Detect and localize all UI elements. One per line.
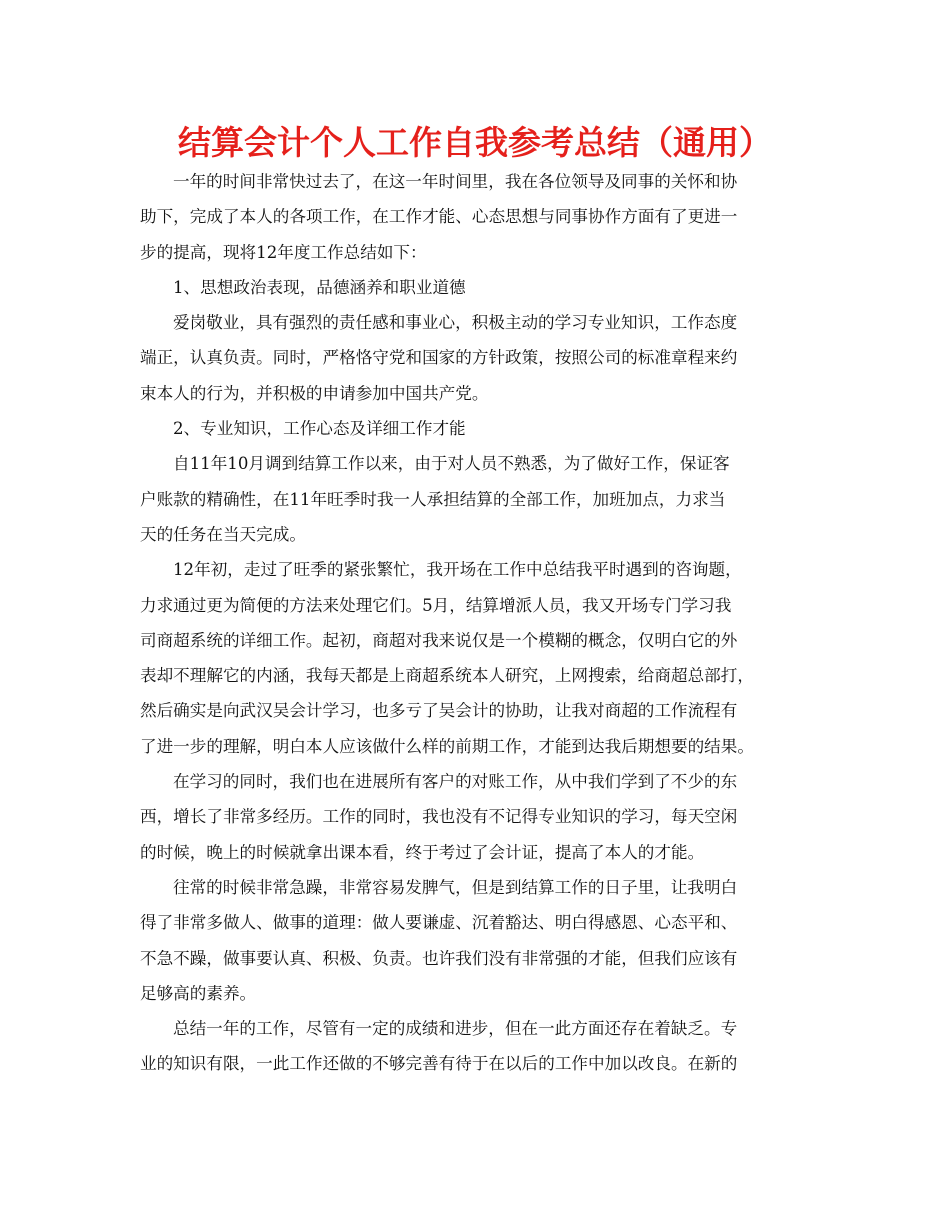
document-title: 结算会计个人工作自我参考总结（通用） <box>178 123 772 162</box>
paragraph-line: 力求通过更为简便的方法来处理它们。5月，结算增派人员，我又开场专门学习我 <box>140 595 732 615</box>
paragraph-line: 业的知识有限，一此工作还做的不够完善有待于在以后的工作中加以改良。在新的 <box>140 1054 738 1074</box>
paragraph-line: 12年初，走过了旺季的紧张繁忙，我开场在工作中总结我平时遇到的咨询题， <box>173 560 742 580</box>
paragraph-line: 助下，完成了本人的各项工作，在工作才能、心态思想与同事协作方面有了更进一 <box>140 207 738 227</box>
paragraph-line: 天的任务在当天完成。 <box>140 524 306 544</box>
paragraph-line: 一年的时间非常快过去了，在这一年时间里，我在各位领导及同事的关怀和协 <box>173 172 738 191</box>
paragraph-line: 西，增长了非常多经历。工作的同时，我也没有不记得专业知识的学习，每天空闲 <box>140 807 738 827</box>
paragraph-line: 的时候，晚上的时候就拿出课本看，终于考过了会计证，提高了本人的才能。 <box>140 842 705 862</box>
paragraph <box>140 446 810 552</box>
paragraph-line: 表却不理解它的内涵，我每天都是上商超系统本人研究，上网搜索，给商超总部打， <box>140 666 754 686</box>
paragraph-line: 往常的时候非常急躁，非常容易发脾气，但是到结算工作的日子里，让我明白 <box>173 877 738 897</box>
paragraph-line: 总结一年的工作，尽管有一定的成绩和进步，但在一此方面还存在着缺乏。专 <box>173 1019 738 1039</box>
paragraph-line: 在学习的同时，我们也在进展所有客户的对账工作，从中我们学到了不少的东 <box>173 772 738 792</box>
paragraph <box>140 1011 810 1082</box>
paragraph-line: 得了非常多做人、做事的道理：做人要谦虚、沉着豁达、明白得感恩、心态平和、 <box>140 913 738 933</box>
paragraph-line: 端正，认真负责。同时，严格恪守党和国家的方针政策，按照公司的标准章程来约 <box>140 348 738 368</box>
paragraph-line: 束本人的行为，并积极的申请参加中国共产党。 <box>140 383 489 403</box>
document-body <box>140 164 810 1082</box>
paragraph <box>140 164 810 270</box>
paragraph-line: 不急不躁，做事要认真、积极、负责。也许我们没有非常强的才能，但我们应该有 <box>140 948 738 968</box>
paragraph-line: 然后确实是向武汉吴会计学习，也多亏了吴会计的协助，让我对商超的工作流程有 <box>140 701 738 721</box>
paragraph-line: 司商超系统的详细工作。起初，商超对我来说仅是一个模糊的概念，仅明白它的外 <box>140 630 738 650</box>
paragraph <box>140 870 810 1011</box>
paragraph <box>140 552 810 764</box>
paragraph-line: 步的提高，现将12年度工作总结如下： <box>140 242 427 262</box>
paragraph <box>140 305 810 411</box>
paragraph-line: 自11年10月调到结算工作以来，由于对人员不熟悉，为了做好工作，保证客 <box>173 454 730 474</box>
paragraph-line: 1、思想政治表现，品德涵养和职业道德 <box>173 277 466 297</box>
paragraph-line: 户账款的精确性，在11年旺季时我一人承担结算的全部工作，加班加点，力求当 <box>140 489 726 509</box>
paragraph-line: 爱岗敬业，具有强烈的责任感和事业心，积极主动的学习专业知识，工作态度 <box>173 313 738 333</box>
paragraph-line: 了进一步的理解，明白本人应该做什么样的前期工作，才能到达我后期想要的结果。 <box>140 736 754 756</box>
paragraph <box>140 270 810 305</box>
paragraph <box>140 411 810 446</box>
paragraph-line: 足够高的素养。 <box>140 983 257 1003</box>
paragraph-line: 2、专业知识，工作心态及详细工作才能 <box>173 419 466 439</box>
paragraph <box>140 764 810 870</box>
